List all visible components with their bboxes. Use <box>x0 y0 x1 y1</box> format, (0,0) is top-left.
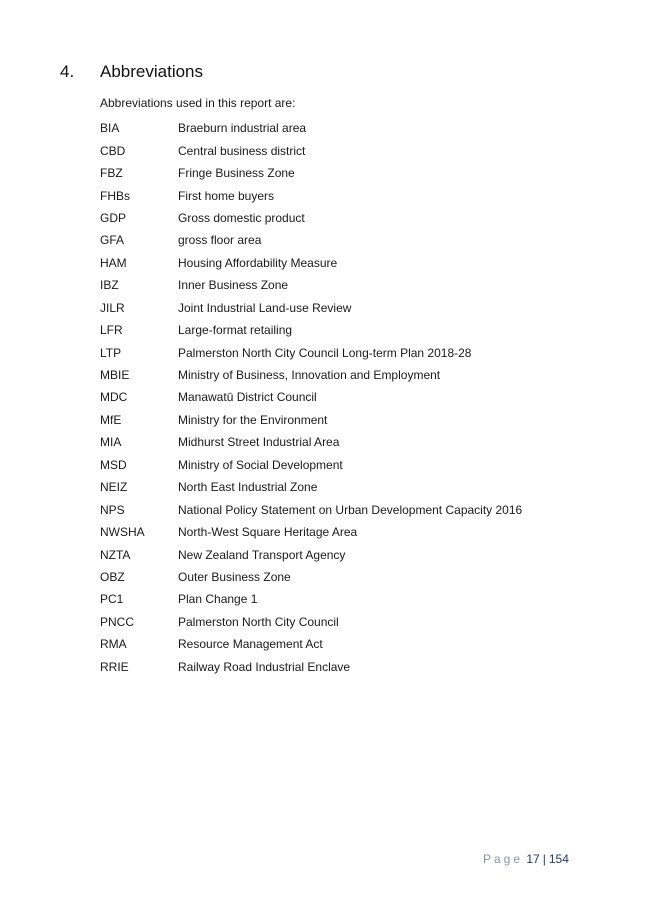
abbreviation-row <box>100 117 570 139</box>
current-page: 17 <box>526 852 540 866</box>
abbreviation-definition: Resource Management Act <box>178 637 323 652</box>
abbreviation-definition: Braeburn industrial area <box>178 121 307 136</box>
abbreviation-row <box>100 521 570 543</box>
abbreviation-code: LFR <box>100 323 123 338</box>
abbreviation-definition: Manawatū District Council <box>178 390 317 405</box>
abbreviation-row <box>100 207 570 229</box>
abbreviation-list <box>100 117 570 678</box>
abbreviation-row <box>100 633 570 655</box>
abbreviation-definition: Large-format retailing <box>178 323 293 338</box>
abbreviation-definition: gross floor area <box>178 233 262 248</box>
abbreviation-row <box>100 252 570 274</box>
abbreviation-row <box>100 229 570 251</box>
abbreviation-row <box>100 162 570 184</box>
abbreviation-row <box>100 588 570 610</box>
abbreviation-definition: Outer Business Zone <box>178 569 291 584</box>
abbreviation-code: FHBs <box>100 188 130 203</box>
abbreviation-definition: Plan Change 1 <box>178 592 258 607</box>
abbreviation-code: MSD <box>100 457 127 472</box>
abbreviation-code: GDP <box>100 210 127 225</box>
abbreviation-row <box>100 319 570 341</box>
abbreviation-code: MIA <box>100 435 122 450</box>
abbreviation-row <box>100 274 570 296</box>
page-label: Page <box>483 852 524 866</box>
abbreviation-code: MBIE <box>100 368 130 383</box>
abbreviation-row <box>100 476 570 498</box>
abbreviation-definition: National Policy Statement on Urban Development Capacity 2016 <box>178 502 523 517</box>
abbreviation-definition: Joint Industrial Land-use Review <box>178 300 352 315</box>
abbreviation-row <box>100 498 570 520</box>
abbreviation-row <box>100 297 570 319</box>
abbreviation-code: PC1 <box>100 592 124 607</box>
abbreviation-code: OBZ <box>100 569 125 584</box>
abbreviation-code: LTP <box>100 345 122 360</box>
section-title: Abbreviations <box>100 62 204 81</box>
abbreviation-row <box>100 543 570 565</box>
abbreviation-definition: Inner Business Zone <box>178 278 289 293</box>
abbreviation-code: MfE <box>100 412 122 427</box>
abbreviation-definition: Central business district <box>178 143 306 158</box>
abbreviation-code: IBZ <box>100 278 119 293</box>
abbreviation-code: NPS <box>100 502 125 517</box>
abbreviation-code: RRIE <box>100 659 129 674</box>
abbreviation-code: GFA <box>100 233 125 248</box>
abbreviation-definition: Housing Affordability Measure <box>178 255 338 270</box>
abbreviation-code: RMA <box>100 637 127 652</box>
abbreviation-code: NZTA <box>100 547 131 562</box>
abbreviation-definition: Fringe Business Zone <box>178 166 295 181</box>
abbreviation-row <box>100 386 570 408</box>
abbreviation-code: BIA <box>100 121 120 136</box>
abbreviation-row <box>100 454 570 476</box>
abbreviation-code: MDC <box>100 390 128 405</box>
abbreviation-definition: North East Industrial Zone <box>178 480 318 495</box>
abbreviation-definition: Ministry of Social Development <box>178 457 343 472</box>
intro-text: Abbreviations used in this report are: <box>100 96 296 110</box>
abbreviation-code: HAM <box>100 255 127 270</box>
abbreviation-row <box>100 656 570 678</box>
abbreviation-row <box>100 409 570 431</box>
page-footer <box>483 852 569 866</box>
abbreviation-definition: Railway Road Industrial Enclave <box>178 659 351 674</box>
abbreviation-code: PNCC <box>100 614 135 629</box>
total-pages: 154 <box>548 852 569 866</box>
abbreviation-definition: Ministry for the Environment <box>178 412 328 427</box>
abbreviation-row <box>100 611 570 633</box>
section-number: 4. <box>60 62 75 81</box>
abbreviation-definition: Midhurst Street Industrial Area <box>178 435 340 450</box>
abbreviation-row <box>100 184 570 206</box>
abbreviation-code: NEIZ <box>100 480 128 495</box>
abbreviation-row <box>100 566 570 588</box>
abbreviation-definition: Palmerston North City Council Long-term Plan 2018-28 <box>178 345 472 360</box>
abbreviation-row <box>100 431 570 453</box>
abbreviation-definition: New Zealand Transport Agency <box>178 547 346 562</box>
abbreviation-definition: Palmerston North City Council <box>178 614 339 629</box>
abbreviation-code: NWSHA <box>100 525 145 540</box>
abbreviation-definition: Gross domestic product <box>178 210 305 225</box>
abbreviation-definition: First home buyers <box>178 188 275 203</box>
abbreviation-row <box>100 139 570 161</box>
page-separator: | <box>542 852 546 866</box>
abbreviation-code: JILR <box>100 300 125 315</box>
abbreviation-row <box>100 341 570 363</box>
abbreviation-definition: Ministry of Business, Innovation and Employment <box>178 368 441 383</box>
abbreviation-definition: North-West Square Heritage Area <box>178 525 358 540</box>
abbreviation-code: FBZ <box>100 166 123 181</box>
abbreviation-code: CBD <box>100 143 126 158</box>
section-heading <box>60 62 203 82</box>
abbreviation-row <box>100 364 570 386</box>
